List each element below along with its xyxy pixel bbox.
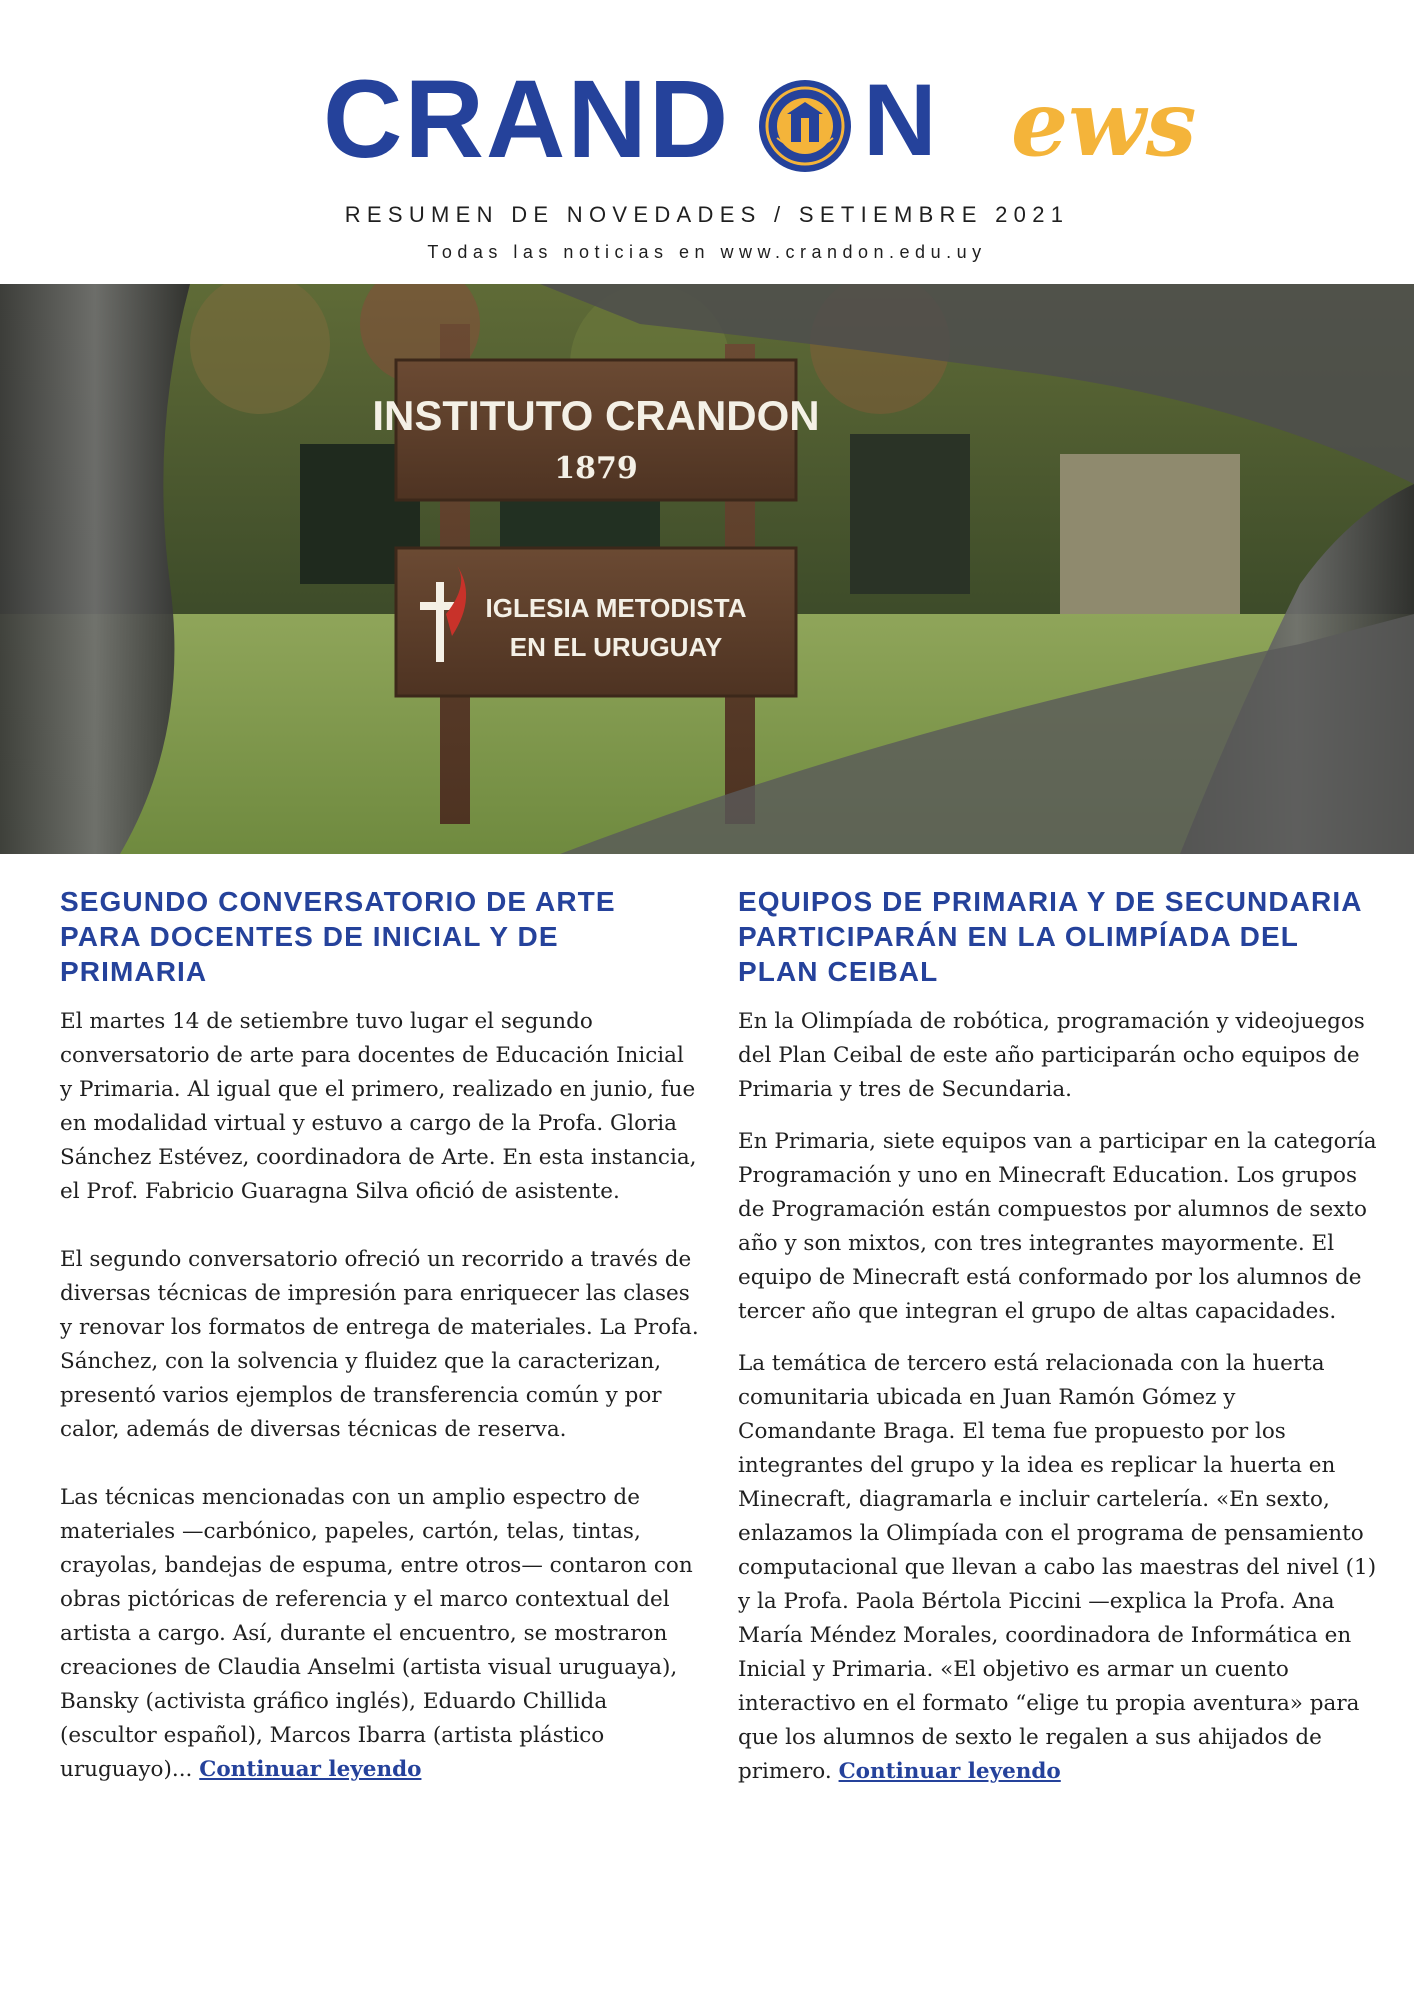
logo-text-news: ews: [1011, 71, 1197, 177]
article-paragraph-text: La temática de tercero está relacionada con la huerta comunitaria ubicada en Juan Ramón Gómez y Comandante Braga. El tema fue propuesto por los integrantes del grupo y la idea es replicar la huerta en Minecraft, diagramarla e incluir cartelería. «En sexto, enlazamos la Olimpíada con el programa de pensamiento computacional que llevan a cabo las maestras del nivel (1) y la Profa. Paola Bértola Piccini —explica la Profa. Ana María Méndez Morales, coordinadora de Informática en Inicial y Primaria. «El objetivo es armar un cuento interactivo en el formato “elige tu propia aventura» para que los alumnos de sexto le regalen a sus ahijados de primero.: [738, 1351, 1377, 1784]
masthead: [0, 60, 1414, 180]
article-paragraph: [738, 1347, 1378, 1789]
sign-text-instituto: INSTITUTO CRANDON: [372, 392, 820, 439]
issue-subtitle: RESUMEN DE NOVEDADES / SETIEMBRE 2021: [344, 202, 1070, 227]
logo-text-n: N: [863, 63, 939, 177]
hero-photo: [0, 284, 1414, 854]
sign-text-year: 1879: [554, 451, 638, 486]
crandon-seal-icon: [757, 78, 853, 174]
article-headline: EQUIPOS DE PRIMARIA Y DE SECUNDARIA PARTICIPARÁN EN LA OLIMPÍADA DEL PLAN CEIBAL: [738, 886, 1362, 987]
article-paragraph: El martes 14 de setiembre tuvo lugar el segundo conversatorio de arte para docentes de Educación Inicial y Primaria. Al igual que el primero, realizado en junio, fue en modalidad virtual y estuvo a cargo de la Profa. Gloria Sánchez Estévez, coordinadora de Arte. En esta instancia, el Prof. Fabricio Guaragna Silva ofició de asistente.: [60, 1009, 697, 1204]
article-paragraph: En Primaria, siete equipos van a participar en la categoría Programación y uno en Minecraft Education. Los grupos de Programación están compuestos por alumnos de sexto año y son mixtos, con tres integrantes mayormente. El equipo de Minecraft está conformado por los alumnos de tercer año que integran el grupo de altas capacidades.: [738, 1129, 1377, 1324]
article-ceibal-olympiad: [738, 884, 1378, 1789]
article-headline: SEGUNDO CONVERSATORIO DE ARTE PARA DOCENTES DE INICIAL Y DE PRIMARIA: [60, 886, 616, 987]
sign-text-iglesia: IGLESIA METODISTA: [485, 593, 747, 623]
continue-reading-link[interactable]: Continuar leyendo: [199, 1757, 422, 1782]
article-paragraph: En la Olimpíada de robótica, programación y videojuegos del Plan Ceibal de este año participarán ocho equipos de Primaria y tres de Secundaria.: [738, 1009, 1365, 1102]
article-paragraph: [60, 1481, 700, 1787]
continue-reading-link[interactable]: Continuar leyendo: [838, 1759, 1061, 1784]
logo-text-crand: CRAND: [323, 58, 731, 181]
article-paragraph-text: Las técnicas mencionadas con un amplio espectro de materiales —carbónico, papeles, cartón, telas, tintas, crayolas, bandejas de espuma, entre otros— contaron con obras pictóricas de referencia y el marco contextual del artista a cargo. Así, durante el encuentro, se mostraron creaciones de Claudia Anselmi (artista visual uruguaya), Bansky (activista gráfico inglés), Eduardo Chillida (escultor español), Marcos Ibarra (artista plástico uruguayo)...: [60, 1485, 693, 1782]
sign-text-uruguay: EN EL URUGUAY: [509, 632, 723, 662]
article-art-talk: [60, 884, 700, 1787]
site-tagline: Todas las noticias en www.crandon.edu.uy: [427, 242, 987, 262]
article-paragraph: El segundo conversatorio ofreció un recorrido a través de diversas técnicas de impresión para enriquecer las clases y renovar los formatos de entrega de materiales. La Profa. Sánchez, con la solvencia y fluidez que la caracterizan, presentó varios ejemplos de transferencia común y por calor, además de diversas técnicas de reserva.: [60, 1247, 699, 1442]
